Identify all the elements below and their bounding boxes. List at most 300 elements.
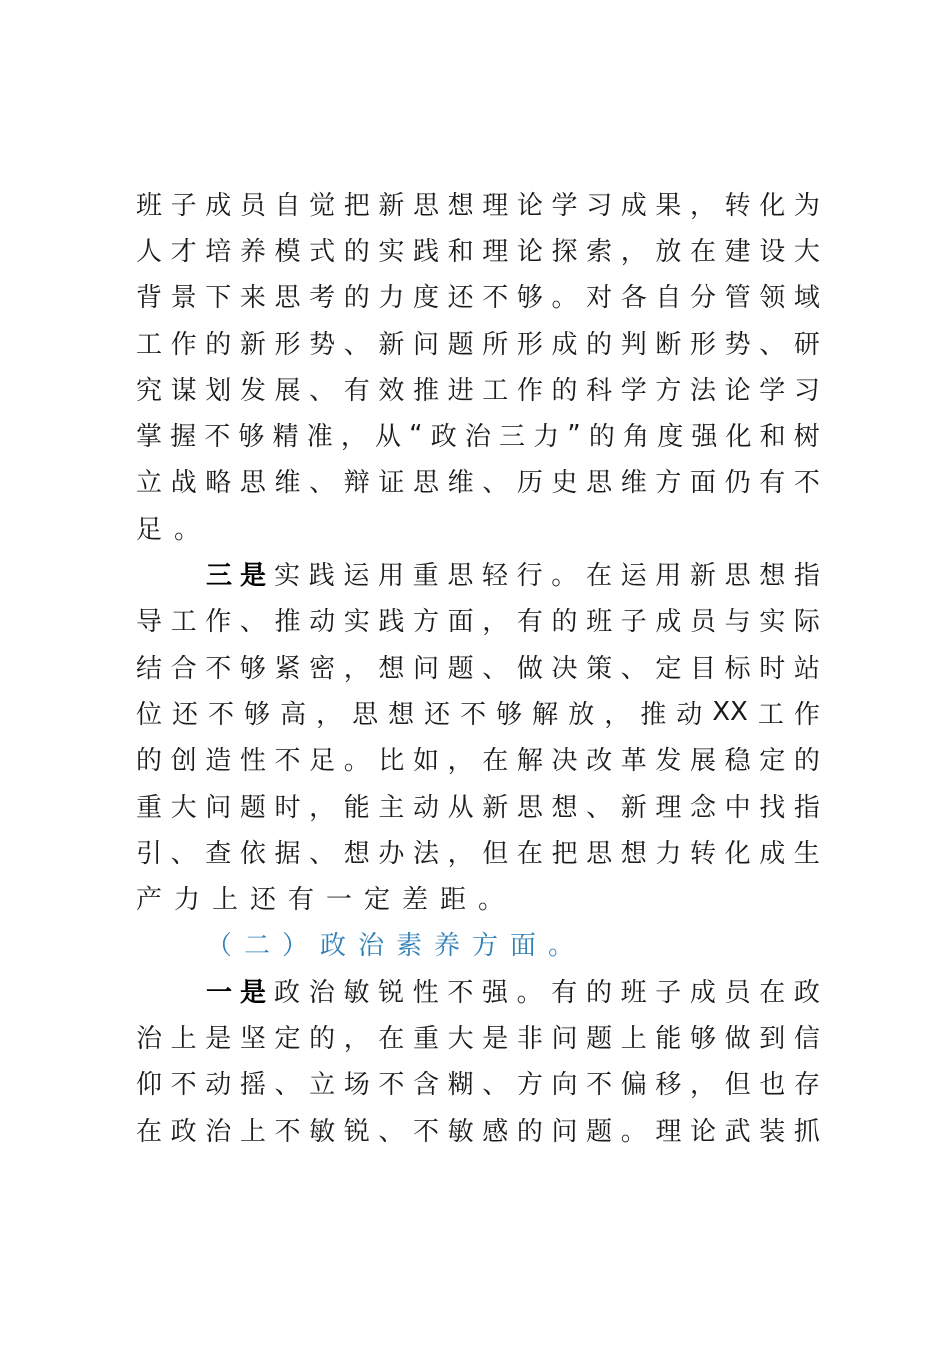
glyph: 位: [136, 699, 163, 730]
glyph: 、: [759, 329, 786, 360]
glyph: 上: [620, 1023, 647, 1054]
glyph: 思: [274, 283, 301, 314]
glyph: 题: [447, 653, 474, 684]
glyph: 时: [274, 792, 301, 823]
glyph: 治: [464, 422, 491, 453]
glyph: 上: [170, 1023, 197, 1054]
glyph: 。: [343, 746, 370, 777]
glyph: ，: [343, 1023, 370, 1054]
text-line: 产力上还有一定差距。: [136, 885, 517, 916]
glyph: 把: [551, 838, 578, 869]
glyph: 但: [482, 838, 509, 869]
glyph: ，: [620, 236, 647, 267]
glyph: 考: [309, 283, 336, 314]
section-heading: （二）政治素养方面。: [206, 931, 587, 962]
glyph: 还: [172, 699, 199, 730]
glyph: 放: [568, 699, 595, 730]
glyph: 不: [208, 699, 235, 730]
glyph: 、: [274, 1070, 301, 1101]
glyph: 断: [655, 329, 682, 360]
glyph: 准: [306, 422, 333, 453]
text-line: 足。: [136, 514, 213, 545]
glyph: 维: [447, 468, 474, 499]
glyph: 的: [585, 977, 612, 1008]
glyph: 定: [274, 1023, 301, 1054]
glyph: 领: [759, 283, 786, 314]
glyph: 大: [170, 792, 197, 823]
glyph: 有: [343, 375, 370, 406]
glyph: 背: [136, 283, 163, 314]
glyph: 指: [793, 792, 820, 823]
glyph: 践: [308, 561, 335, 592]
glyph: 、: [378, 1116, 405, 1147]
glyph: 合: [170, 653, 197, 684]
glyph: 工: [757, 699, 784, 730]
glyph: 推: [413, 375, 440, 406]
glyph: 势: [724, 329, 751, 360]
glyph: 存: [793, 1070, 820, 1101]
glyph: 究: [136, 375, 163, 406]
glyph: 题: [586, 1023, 613, 1054]
glyph: 法: [690, 375, 717, 406]
glyph: 方: [516, 1070, 543, 1101]
glyph: 能: [655, 1023, 682, 1054]
glyph: 度: [657, 422, 684, 453]
glyph: 在: [585, 561, 612, 592]
line-rest: [266, 972, 820, 1009]
glyph: 含: [413, 1070, 440, 1101]
glyph: 习: [586, 190, 613, 221]
glyph: 敏: [309, 1116, 336, 1147]
glyph: 的: [588, 422, 615, 453]
glyph: 还: [424, 699, 451, 730]
glyph: 下: [205, 283, 232, 314]
text-line: [136, 273, 820, 319]
glyph: ，: [343, 653, 370, 684]
glyph: 新: [689, 561, 716, 592]
glyph: 证: [378, 468, 405, 499]
glyph: 策: [586, 653, 613, 684]
glyph: 不: [460, 699, 487, 730]
glyph: 糊: [447, 1070, 474, 1101]
glyph: 不: [413, 1116, 440, 1147]
paragraph-lead: [206, 555, 266, 592]
glyph: 解: [516, 746, 543, 777]
glyph: 信: [793, 1023, 820, 1054]
glyph: 也: [759, 1070, 786, 1101]
glyph: 依: [239, 838, 266, 869]
glyph: 敏: [343, 977, 370, 1008]
glyph: 度: [413, 283, 440, 314]
glyph: 高: [280, 699, 307, 730]
glyph: 站: [793, 653, 820, 684]
glyph: 创: [170, 746, 197, 777]
glyph: 设: [759, 236, 786, 267]
glyph: 轻: [481, 561, 508, 592]
glyph: 实: [343, 607, 370, 638]
glyph: 、: [482, 1070, 509, 1101]
glyph: 、: [170, 838, 197, 869]
glyph: 抓: [793, 1116, 820, 1147]
glyph: 场: [343, 1070, 370, 1101]
glyph: 论: [516, 190, 543, 221]
glyph: 造: [205, 746, 232, 777]
glyph: 的: [205, 329, 232, 360]
glyph: 觉: [309, 190, 336, 221]
glyph: 化: [725, 422, 752, 453]
glyph: 行: [516, 561, 543, 592]
glyph: 角: [623, 422, 650, 453]
glyph: 历: [516, 468, 543, 499]
glyph: 学: [551, 190, 578, 221]
glyph: 分: [690, 283, 717, 314]
glyph: 运: [343, 561, 370, 592]
glyph: 工: [482, 375, 509, 406]
glyph: 化: [724, 838, 751, 869]
glyph: 导: [136, 607, 163, 638]
glyph: 辩: [343, 468, 370, 499]
glyph: 的: [309, 1023, 336, 1054]
glyph: 据: [274, 838, 301, 869]
glyph: 实: [274, 561, 301, 592]
glyph: 如: [413, 746, 440, 777]
glyph: 培: [205, 236, 232, 267]
glyph: 比: [378, 746, 405, 777]
glyph: 从: [447, 792, 474, 823]
glyph: ，: [447, 838, 474, 869]
glyph: 维: [620, 468, 647, 499]
glyph: 、: [586, 792, 613, 823]
glyph: 问: [413, 329, 440, 360]
glyph: 立: [309, 1070, 336, 1101]
glyph: 结: [136, 653, 163, 684]
glyph: 人: [136, 236, 163, 267]
glyph: 在: [690, 236, 717, 267]
glyph: 发: [655, 746, 682, 777]
glyph: 在: [482, 746, 509, 777]
glyph: 是: [240, 561, 267, 592]
glyph: 不: [378, 1070, 405, 1101]
glyph: 到: [759, 1023, 786, 1054]
glyph: 形: [274, 329, 301, 360]
glyph: 展: [690, 746, 717, 777]
glyph: 在: [378, 1023, 405, 1054]
glyph: 践: [378, 607, 405, 638]
glyph: 动: [309, 607, 336, 638]
glyph: 锐: [343, 1116, 370, 1147]
glyph: 不: [204, 422, 231, 453]
glyph: 够: [244, 699, 271, 730]
glyph: 。: [620, 1116, 647, 1147]
glyph: 政: [793, 977, 820, 1008]
glyph: 在: [516, 838, 543, 869]
glyph: 有: [516, 607, 543, 638]
glyph: 势: [309, 329, 336, 360]
glyph: 感: [482, 1116, 509, 1147]
glyph: “: [409, 419, 423, 450]
glyph: 决: [551, 653, 578, 684]
glyph: 自: [655, 283, 682, 314]
glyph: 面: [690, 468, 717, 499]
glyph: 形: [516, 329, 543, 360]
glyph: 重: [136, 792, 163, 823]
glyph: 发: [239, 375, 266, 406]
glyph: 作: [170, 329, 197, 360]
glyph: 问: [551, 1116, 578, 1147]
glyph: 工: [136, 329, 163, 360]
paragraph-lead: [206, 972, 266, 1009]
glyph: 维: [274, 468, 301, 499]
glyph: 。: [551, 283, 578, 314]
glyph: 大: [793, 236, 820, 267]
text-line: [136, 319, 820, 365]
glyph: 查: [205, 838, 232, 869]
glyph: 员: [239, 190, 266, 221]
glyph: 习: [793, 375, 820, 406]
glyph: 探: [551, 236, 578, 267]
glyph: 工: [170, 607, 197, 638]
text-line: [136, 782, 820, 828]
glyph: 一: [206, 977, 233, 1008]
glyph: 作: [516, 375, 543, 406]
glyph: 法: [413, 838, 440, 869]
glyph: 思: [724, 561, 751, 592]
glyph: 坚: [239, 1023, 266, 1054]
glyph: 定: [655, 653, 682, 684]
glyph: 思: [586, 838, 613, 869]
text-line: [136, 180, 820, 226]
glyph: ，: [447, 746, 474, 777]
glyph: 想: [447, 190, 474, 221]
glyph: 谋: [170, 375, 197, 406]
glyph: 标: [724, 653, 751, 684]
glyph: 问: [413, 653, 440, 684]
glyph: 学: [759, 375, 786, 406]
glyph: 战: [170, 468, 197, 499]
glyph: 方: [413, 607, 440, 638]
glyph: 政: [274, 977, 301, 1008]
glyph: 解: [532, 699, 559, 730]
glyph: 想: [388, 699, 415, 730]
glyph: 目: [690, 653, 717, 684]
glyph: 革: [620, 746, 647, 777]
glyph: 还: [447, 283, 474, 314]
glyph: 推: [274, 607, 301, 638]
text-line: [136, 597, 820, 643]
glyph: 、: [309, 838, 336, 869]
glyph: 在: [759, 977, 786, 1008]
glyph: 与: [724, 607, 751, 638]
glyph: 摇: [239, 1070, 266, 1101]
glyph: 所: [482, 329, 509, 360]
glyph: ”: [567, 419, 581, 450]
glyph: 能: [343, 792, 370, 823]
text-line: [136, 1106, 820, 1152]
text-line: [136, 689, 820, 735]
glyph: 主: [378, 792, 405, 823]
glyph: 力: [533, 422, 560, 453]
glyph: 向: [551, 1070, 578, 1101]
glyph: 各: [620, 283, 647, 314]
glyph: 精: [272, 422, 299, 453]
glyph: 想: [759, 561, 786, 592]
glyph: 式: [309, 236, 336, 267]
glyph: 和: [759, 422, 786, 453]
glyph: 自: [274, 190, 301, 221]
glyph: 的: [343, 283, 370, 314]
glyph: 不: [586, 1070, 613, 1101]
glyph: 科: [586, 375, 613, 406]
glyph: 子: [620, 607, 647, 638]
glyph: 判: [620, 329, 647, 360]
line-rest: [266, 555, 820, 592]
glyph: 想: [378, 653, 405, 684]
glyph: 管: [724, 283, 751, 314]
glyph: 引: [136, 838, 163, 869]
glyph: 够: [496, 699, 523, 730]
glyph: 成: [205, 190, 232, 221]
glyph: 大: [447, 1023, 474, 1054]
text-line: [136, 365, 820, 411]
glyph: 、: [309, 468, 336, 499]
glyph: 政: [170, 1116, 197, 1147]
glyph: 的: [516, 1116, 543, 1147]
glyph: 够: [516, 283, 543, 314]
glyph: 成: [689, 977, 716, 1008]
glyph: 理: [655, 792, 682, 823]
glyph: 动: [205, 1070, 232, 1101]
glyph: 不: [447, 977, 474, 1008]
glyph: 题: [239, 792, 266, 823]
text-line: [136, 411, 820, 457]
glyph: 时: [759, 653, 786, 684]
glyph: 强: [481, 977, 508, 1008]
glyph: 做: [516, 653, 543, 684]
glyph: 政: [430, 422, 457, 453]
glyph: 子: [655, 977, 682, 1008]
glyph: 的: [551, 375, 578, 406]
glyph: 运: [620, 561, 647, 592]
glyph: 性: [239, 746, 266, 777]
glyph: ，: [482, 607, 509, 638]
glyph: 成: [655, 607, 682, 638]
glyph: 敏: [447, 1116, 474, 1147]
glyph: 进: [447, 375, 474, 406]
glyph: 够: [239, 653, 266, 684]
glyph: 展: [274, 375, 301, 406]
glyph: 子: [170, 190, 197, 221]
glyph: 想: [551, 792, 578, 823]
glyph: 紧: [274, 653, 301, 684]
glyph: 题: [586, 1116, 613, 1147]
glyph: 放: [655, 236, 682, 267]
text-line: [136, 1060, 820, 1106]
glyph: 想: [620, 838, 647, 869]
glyph: 握: [170, 422, 197, 453]
glyph: 上: [239, 1116, 266, 1147]
glyph: 树: [793, 422, 820, 453]
glyph: 转: [724, 190, 751, 221]
glyph: 的: [793, 746, 820, 777]
glyph: ，: [690, 190, 717, 221]
glyph: 作: [793, 699, 820, 730]
glyph: 力: [655, 838, 682, 869]
glyph: 员: [724, 977, 751, 1008]
glyph: 对: [586, 283, 613, 314]
glyph: 为: [793, 190, 820, 221]
glyph: 问: [205, 792, 232, 823]
glyph: 思: [586, 468, 613, 499]
text-line: [136, 458, 820, 504]
glyph: 成: [759, 838, 786, 869]
glyph: 决: [551, 746, 578, 777]
glyph: 中: [724, 792, 751, 823]
glyph: 足: [309, 746, 336, 777]
glyph: 、: [343, 329, 370, 360]
glyph: 的: [551, 607, 578, 638]
glyph: 找: [759, 792, 786, 823]
glyph: 养: [239, 236, 266, 267]
glyph: 才: [170, 236, 197, 267]
glyph: 、: [620, 653, 647, 684]
glyph: 改: [586, 746, 613, 777]
glyph: 、: [239, 607, 266, 638]
glyph: 新: [378, 190, 405, 221]
glyph: 立: [136, 468, 163, 499]
glyph: 问: [551, 1023, 578, 1054]
glyph: 是: [205, 1023, 232, 1054]
glyph: 班: [586, 607, 613, 638]
glyph: 锐: [378, 977, 405, 1008]
glyph: 治: [205, 1116, 232, 1147]
glyph: 非: [516, 1023, 543, 1054]
glyph: 思: [413, 468, 440, 499]
glyph: 实: [378, 236, 405, 267]
glyph: 思: [239, 468, 266, 499]
glyph: 强: [691, 422, 718, 453]
glyph: 想: [343, 838, 370, 869]
glyph: 生: [793, 838, 820, 869]
glyph: 论: [516, 236, 543, 267]
glyph: 思: [447, 561, 474, 592]
glyph: 掌: [136, 422, 163, 453]
paragraph-first-line: [136, 550, 820, 596]
glyph: 实: [759, 607, 786, 638]
paragraph-first-line: [136, 967, 820, 1013]
glyph: 但: [724, 1070, 751, 1101]
glyph: 新: [378, 329, 405, 360]
glyph: 划: [205, 375, 232, 406]
glyph: 、: [482, 468, 509, 499]
glyph: 稳: [724, 746, 751, 777]
glyph: 班: [136, 190, 163, 221]
glyph: 形: [690, 329, 717, 360]
glyph: 新: [620, 792, 647, 823]
glyph: 力: [378, 283, 405, 314]
glyph: 密: [309, 653, 336, 684]
document-body: [136, 180, 820, 1152]
glyph: ，: [316, 699, 343, 730]
glyph: 装: [759, 1116, 786, 1147]
glyph: 动: [676, 699, 703, 730]
glyph: ，: [690, 1070, 717, 1101]
glyph: 移: [655, 1070, 682, 1101]
glyph: 用: [378, 561, 405, 592]
glyph: 重: [412, 561, 439, 592]
glyph: 效: [378, 375, 405, 406]
glyph: 偏: [620, 1070, 647, 1101]
glyph: 果: [655, 190, 682, 221]
